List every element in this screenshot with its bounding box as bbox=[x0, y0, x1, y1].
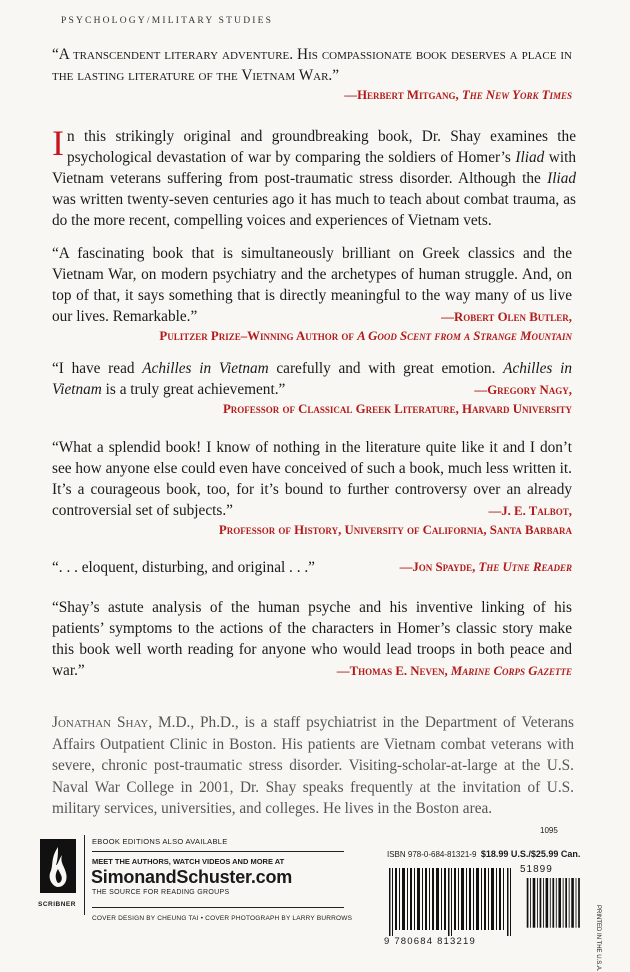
attribution-title-text: Pulitzer Prize–Winning Author of bbox=[159, 329, 358, 343]
isbn-number: ISBN 978-0-684-81321-9 bbox=[387, 850, 477, 859]
scribner-logo bbox=[36, 835, 85, 915]
quote-book-1: Achilles in Vietnam bbox=[142, 360, 269, 377]
attribution-title: Professor of History, University of California, Santa Barbara bbox=[218, 523, 572, 537]
quote-text: “A transcendent literary adventure. His compassionate book deserves a place in the lasting literature of the Vietnam War.” bbox=[52, 46, 572, 84]
attribution-book: A Good Scent from a Strange Mountain bbox=[357, 329, 572, 343]
quote-text: “What a splendid book! I know of nothing in the literature quite like it and I don’t see how anyone else could even have conceived of such a book, much less written it. It’s a courageous book, too, for it’s bound to further controversy over an already controversial set of subjects.” bbox=[52, 439, 572, 519]
quote-text: “Shay’s astute analysis of the human psyche and his inventive linking of his patients’ symptoms to the actions of the characters in Homer’s classic story make this book well worth reading for anyone who would lead troops in both peace and war.” bbox=[52, 599, 572, 679]
attribution-source: The New York Times bbox=[461, 88, 572, 102]
quote-post: is a truly great achievement.” bbox=[101, 381, 286, 398]
reading-groups-text: THE SOURCE FOR READING GROUPS bbox=[92, 889, 230, 896]
intro-iliad-1: Iliad bbox=[515, 149, 545, 166]
attribution-author: —Jon Spayde, bbox=[399, 560, 479, 574]
barcode-icon bbox=[387, 868, 515, 938]
attribution-title: Professor of Classical Greek Literature, Harvard University bbox=[222, 402, 572, 416]
quote-butler bbox=[52, 243, 572, 346]
attribution-title bbox=[52, 327, 572, 346]
barcode-addon-number: 51899 bbox=[520, 864, 553, 875]
barcode-number: 9 780684 813219 bbox=[384, 936, 476, 947]
quote-book-2: Achilles in Vietnam bbox=[52, 360, 572, 398]
intro-iliad-2: Iliad bbox=[547, 170, 576, 187]
price: $18.99 U.S./$25.99 Can. bbox=[480, 849, 581, 859]
addon-barcode-icon bbox=[520, 878, 590, 938]
isbn-line bbox=[387, 849, 580, 859]
meet-authors-text: MEET THE AUTHORS, WATCH VIDEOS AND MORE AT bbox=[92, 857, 285, 866]
attribution-author: —J. E. Talbot, bbox=[488, 504, 572, 518]
intro-text-2: with Vietnam veterans suffering from post-traumatic stress disorder. Although the bbox=[52, 149, 576, 187]
quote-attribution bbox=[52, 662, 572, 681]
bio-name: Jonathan Shay bbox=[52, 714, 149, 731]
attribution-author: —Gregory Nagy, bbox=[474, 383, 572, 397]
intro-text-3: was written twenty-seven centuries ago it has much to teach about combat trauma, as do the more recent, compelling voices and experiences of Vietnam vets. bbox=[52, 191, 576, 229]
printed-in-usa: PRINTED IN THE U.S.A. bbox=[595, 905, 601, 972]
quote-text: “. . . eloquent, disturbing, and original . . .” bbox=[52, 559, 315, 576]
intro-text-1: n this strikingly original and groundbreaking book, Dr. Shay examines the psychological devastation of war by comparing the soldiers of Homer’s bbox=[67, 128, 576, 166]
divider bbox=[92, 851, 344, 852]
quote-attribution bbox=[52, 86, 572, 105]
attribution-author: —Thomas E. Neven, bbox=[336, 664, 451, 678]
attribution-author: —Robert Olen Butler, bbox=[441, 310, 572, 324]
quote-talbot bbox=[52, 437, 572, 540]
catalog-code: 1095 bbox=[540, 826, 558, 835]
attribution-source: The Utne Reader bbox=[478, 560, 572, 574]
quote-neven bbox=[52, 597, 572, 681]
quote-spayde bbox=[52, 557, 572, 577]
divider bbox=[92, 907, 344, 908]
bio-text: , M.D., Ph.D., is a staff psychiatrist in the Department of Veterans Affairs Outpatient Clinic in Boston. His patients are Vietnam combat veterans with severe, chronic post-traumatic stress disorder. Visiting-scholar-at-large at the U.S. Naval War College in 2001, Dr. Shay speaks frequently at the invitation of U.S. military services, universities, and colleges. He lives in the Boston area. bbox=[52, 714, 574, 817]
publisher-box bbox=[36, 835, 376, 923]
attribution-source: Marine Corps Gazette bbox=[450, 664, 572, 678]
author-bio bbox=[52, 712, 574, 820]
quote-mid: carefully and with great emotion. bbox=[268, 360, 504, 377]
scribner-label: SCRIBNER bbox=[38, 901, 76, 908]
category-label: PSYCHOLOGY/MILITARY STUDIES bbox=[61, 16, 274, 26]
quote-nagy bbox=[52, 358, 572, 419]
flame-icon bbox=[36, 835, 82, 899]
cover-credits: COVER DESIGN BY CHEUNG TAI • COVER PHOTOGRAPH BY LARRY BURROWS bbox=[92, 915, 353, 922]
description-paragraph bbox=[52, 123, 576, 231]
attribution-author: —Herbert Mitgang, bbox=[344, 88, 462, 102]
ebook-notice: EBOOK EDITIONS ALSO AVAILABLE bbox=[92, 837, 228, 846]
quote-pre: “I have read bbox=[52, 360, 143, 377]
quote-mitgang bbox=[52, 44, 572, 105]
drop-cap: I bbox=[52, 123, 64, 163]
quote-text: “A fascinating book that is simultaneously brilliant on Greek classics and the Vietnam War, on modern psychiatry and the archetypes of human struggle. And, on top of that, it says something that is directly meaningful to the way many of us live our lives. Remarkable.” bbox=[52, 245, 572, 325]
publisher-website[interactable]: SimonandSchuster.com bbox=[91, 867, 293, 887]
